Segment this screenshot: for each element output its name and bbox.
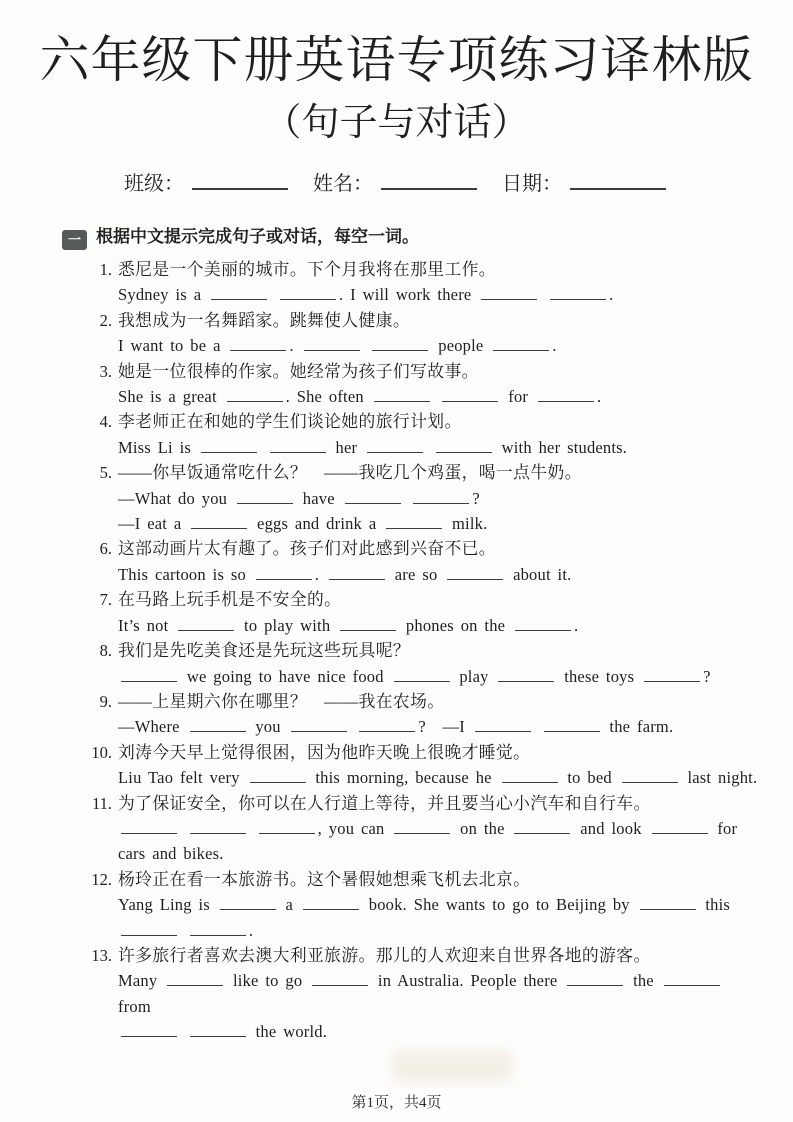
answer-blank — [201, 440, 257, 453]
question-chinese-line — [86, 359, 759, 384]
question-item — [86, 359, 759, 410]
sentence-text: milk. — [445, 514, 488, 534]
question-chinese-line — [86, 308, 759, 333]
question-number: 3. — [99, 361, 112, 381]
answer-blank — [359, 719, 415, 732]
page-subtitle: （句子与对话） — [263, 102, 530, 144]
question-chinese-line — [86, 460, 759, 485]
question-item — [86, 689, 759, 740]
question-chinese-text: ——你早饭通常吃什么？ ——我吃几个鸡蛋，喝一点牛奶。 — [118, 463, 582, 483]
answer-blank — [191, 516, 247, 529]
sentence-text: —Where — [118, 717, 187, 737]
page-title: 六年级下册英语专项练习译林版 — [39, 32, 754, 88]
answer-line — [118, 562, 759, 587]
answer-blank — [664, 973, 720, 986]
answer-blank — [436, 440, 492, 453]
sentence-text: like to go — [226, 971, 310, 991]
answer-blank — [413, 491, 469, 504]
answer-line — [118, 435, 759, 460]
answer-blank — [447, 567, 503, 580]
answer-blank — [394, 821, 450, 834]
question-item — [86, 943, 759, 1045]
answer-blank — [190, 923, 246, 936]
section-instruction: 根据中文提示完成句子或对话，每空一词。 — [96, 227, 419, 246]
question-chinese-text: 悉尼是一个美丽的城市。下个月我将在那里工作。 — [118, 260, 496, 279]
answer-blank — [515, 618, 571, 631]
question-item — [86, 308, 759, 359]
name-label: 姓名： — [313, 173, 373, 195]
sentence-text: , you can — [317, 818, 392, 838]
question-chinese-line — [86, 409, 759, 434]
date-blank — [570, 177, 666, 190]
answer-blank — [227, 389, 283, 402]
sentence-text: about it. — [506, 564, 572, 584]
question-number: 2. — [99, 310, 112, 330]
sentence-text: eggs and drink a — [250, 514, 384, 534]
sentence-text: a — [278, 895, 300, 915]
date-field — [502, 173, 669, 195]
answer-blank — [386, 516, 442, 529]
answer-blank — [230, 338, 286, 351]
answer-line — [118, 486, 759, 511]
question-item — [86, 257, 759, 308]
sentence-text: on the — [453, 818, 512, 838]
class-field — [124, 173, 291, 195]
answer-blank — [367, 440, 423, 453]
question-number: 8. — [99, 641, 112, 661]
question-chinese-text: 刘涛今天早上觉得很困，因为他昨天晚上很晚才睡觉。 — [118, 742, 531, 762]
answer-blank — [178, 618, 234, 631]
sentence-text: phones on the — [399, 615, 513, 635]
answer-line — [118, 968, 759, 1019]
answer-blank — [121, 923, 177, 936]
sentence-text: with her students. — [494, 437, 628, 457]
question-item — [86, 536, 759, 587]
page-footer: 第1页，共4页 — [351, 1095, 442, 1111]
answer-blank — [121, 821, 177, 834]
sentence-text: to play with — [237, 615, 338, 635]
sentence-text: we going to have nice food — [180, 666, 391, 686]
answer-line — [118, 816, 759, 841]
question-number: 11. — [91, 793, 112, 813]
question-item — [86, 409, 759, 460]
sentence-text: you — [248, 717, 288, 737]
question-chinese-text: 李老师正在和她的学生们谈论她的旅行计划。 — [118, 412, 462, 432]
answer-line — [118, 714, 759, 739]
sentence-text: ? — [703, 666, 711, 686]
answer-blank — [502, 770, 558, 783]
question-chinese-line — [86, 867, 759, 892]
answer-blank — [121, 669, 177, 682]
answer-blank — [550, 287, 606, 300]
answer-line — [118, 613, 759, 638]
class-label: 班级： — [124, 173, 184, 195]
question-chinese-text: ——上星期六你在哪里？ ——我在农场。 — [118, 691, 445, 711]
answer-blank — [237, 491, 293, 504]
question-item — [86, 460, 759, 536]
answer-blank — [514, 821, 570, 834]
answer-blank — [544, 719, 600, 732]
answer-line — [118, 384, 759, 409]
sentence-text — [404, 489, 411, 508]
answer-blank — [374, 389, 430, 402]
answer-blank — [345, 491, 401, 504]
answer-blank — [220, 897, 276, 910]
sentence-text — [540, 285, 547, 304]
sentence-text — [180, 921, 187, 940]
sentence-text: for — [710, 818, 738, 838]
sentence-text: book. She wants to go to Beijing by — [361, 895, 637, 915]
answer-blank — [394, 669, 450, 682]
answer-line — [118, 841, 759, 866]
sentence-text: . She often — [285, 387, 371, 407]
sentence-text: Many — [118, 971, 165, 991]
sentence-text: . — [314, 564, 326, 584]
answer-blank — [190, 821, 246, 834]
sentence-text: . — [609, 285, 614, 305]
sentence-text: and look — [573, 818, 649, 838]
sentence-text — [180, 1022, 187, 1041]
answer-line — [118, 1019, 759, 1044]
sentence-text: in Australia. People there — [371, 971, 565, 991]
answer-blank — [211, 287, 267, 300]
sentence-text: her — [328, 437, 364, 457]
answer-blank — [652, 821, 708, 834]
sentence-text — [260, 438, 267, 457]
sentence-text: these toys — [557, 666, 642, 686]
question-chinese-text: 许多旅行者喜欢去澳大利亚旅游。那儿的人欢迎来自世界各地的游客。 — [118, 945, 651, 965]
sentence-text — [433, 387, 440, 406]
answer-blank — [190, 1024, 246, 1037]
answer-blank — [259, 821, 315, 834]
sentence-text — [350, 717, 357, 736]
sentence-text: play — [452, 666, 496, 686]
question-item — [86, 740, 759, 791]
sentence-text: It’s not — [118, 615, 176, 635]
answer-line — [118, 765, 759, 790]
sentence-text: . — [574, 615, 579, 635]
sentence-text: —What do you — [118, 488, 234, 508]
sentence-text: people — [431, 336, 491, 356]
sentence-text: from — [118, 971, 730, 1016]
question-chinese-text: 杨玲正在看一本旅游书。这个暑假她想乘飞机去北京。 — [118, 869, 531, 889]
sentence-text: ? — [472, 488, 480, 508]
answer-line — [118, 282, 759, 307]
question-chinese-text: 我想成为一名舞蹈家。跳舞使人健康。 — [118, 310, 411, 330]
sentence-text: This cartoon is so — [118, 564, 253, 584]
question-chinese-line — [86, 689, 759, 714]
answer-blank — [567, 973, 623, 986]
sentence-text: Sydney is a — [118, 285, 209, 305]
section-number-badge: 一 — [62, 230, 87, 250]
sentence-text: . — [248, 920, 254, 940]
answer-blank — [167, 973, 223, 986]
answer-blank — [329, 567, 385, 580]
meta-row — [0, 170, 793, 198]
answer-blank — [644, 669, 700, 682]
question-number: 5. — [99, 463, 112, 483]
sentence-text — [363, 336, 370, 355]
sentence-text: Miss Li is — [118, 437, 198, 457]
question-number: 12. — [91, 869, 112, 889]
question-chinese-line — [86, 638, 759, 663]
answer-blank — [280, 287, 336, 300]
question-item — [86, 867, 759, 943]
sentence-text: Liu Tao felt very — [118, 768, 247, 788]
question-chinese-line — [86, 740, 759, 765]
question-item — [86, 638, 759, 689]
question-chinese-text: 她是一位很棒的作家。她经常为孩子们写故事。 — [118, 361, 479, 381]
answer-line — [118, 511, 759, 536]
sentence-text: to bed — [560, 768, 619, 788]
answer-line — [118, 892, 759, 917]
sentence-text — [180, 819, 187, 838]
answer-blank — [190, 719, 246, 732]
question-chinese-line — [86, 587, 759, 612]
sentence-text: for — [501, 387, 535, 407]
answer-blank — [121, 1024, 177, 1037]
question-number: 1. — [99, 260, 112, 279]
question-chinese-line — [86, 943, 759, 968]
sentence-text: —I eat a — [118, 514, 189, 534]
scan-smudge — [392, 1050, 512, 1082]
class-blank — [192, 177, 288, 190]
answer-line — [118, 918, 759, 943]
sentence-text: . — [596, 387, 602, 407]
sentence-text: this morning, because he — [308, 768, 499, 788]
sentence-text: have — [295, 488, 342, 508]
question-chinese-line — [86, 536, 759, 561]
sentence-text: ? —I — [418, 717, 472, 737]
answer-blank — [291, 719, 347, 732]
sentence-text: She is a great — [118, 387, 224, 407]
answer-blank — [442, 389, 498, 402]
date-label: 日期： — [502, 173, 562, 195]
answer-line — [118, 333, 759, 358]
answer-blank — [250, 770, 306, 783]
sentence-text: cars and bikes. — [118, 844, 224, 864]
sentence-text: this — [698, 895, 731, 915]
question-chinese-text: 这部动画片太有趣了。孩子们对此感到兴奋不已。 — [118, 539, 496, 559]
question-number: 7. — [99, 590, 112, 610]
sentence-text: I want to be a — [118, 336, 228, 356]
answer-blank — [475, 719, 531, 732]
sentence-text: . — [552, 336, 557, 356]
answer-blank — [340, 618, 396, 631]
question-chinese-line — [86, 791, 759, 816]
sentence-text — [534, 717, 541, 736]
question-chinese-text: 我们是先吃美食还是先玩这些玩具呢？ — [118, 641, 411, 661]
question-chinese-text: 为了保证安全，你可以在人行道上等待，并且要当心小汽车和自行车。 — [118, 793, 651, 813]
answer-blank — [622, 770, 678, 783]
answer-line — [118, 664, 759, 689]
question-chinese-text: 在马路上玩手机是不安全的。 — [118, 590, 342, 610]
answer-blank — [493, 338, 549, 351]
sentence-text: are so — [387, 564, 445, 584]
sentence-text: the farm. — [602, 717, 674, 737]
answer-blank — [498, 669, 554, 682]
sentence-text: Yang Ling is — [118, 895, 217, 915]
answer-blank — [270, 440, 326, 453]
answer-blank — [256, 567, 312, 580]
question-number: 13. — [91, 945, 112, 965]
name-blank — [381, 177, 477, 190]
section-header — [62, 225, 757, 250]
sentence-text — [249, 819, 256, 838]
answer-blank — [640, 897, 696, 910]
name-field — [313, 173, 480, 195]
answer-blank — [312, 973, 368, 986]
answer-blank — [538, 389, 594, 402]
question-chinese-line — [86, 257, 759, 282]
sentence-text: the — [626, 971, 661, 991]
sentence-text: . I will work there — [338, 285, 479, 305]
question-number: 4. — [99, 412, 112, 432]
question-number: 10. — [91, 742, 112, 762]
question-number: 6. — [99, 539, 112, 559]
question-item — [86, 587, 759, 638]
sentence-text: the world. — [248, 1022, 328, 1042]
sentence-text: last night. — [680, 768, 758, 788]
question-list — [86, 257, 759, 1045]
answer-blank — [372, 338, 428, 351]
question-item — [86, 791, 759, 867]
answer-blank — [303, 897, 359, 910]
sentence-text — [426, 438, 433, 457]
sentence-text — [270, 285, 277, 304]
question-number: 9. — [99, 691, 112, 711]
answer-blank — [481, 287, 537, 300]
answer-blank — [304, 338, 360, 351]
sentence-text: . — [289, 336, 301, 356]
